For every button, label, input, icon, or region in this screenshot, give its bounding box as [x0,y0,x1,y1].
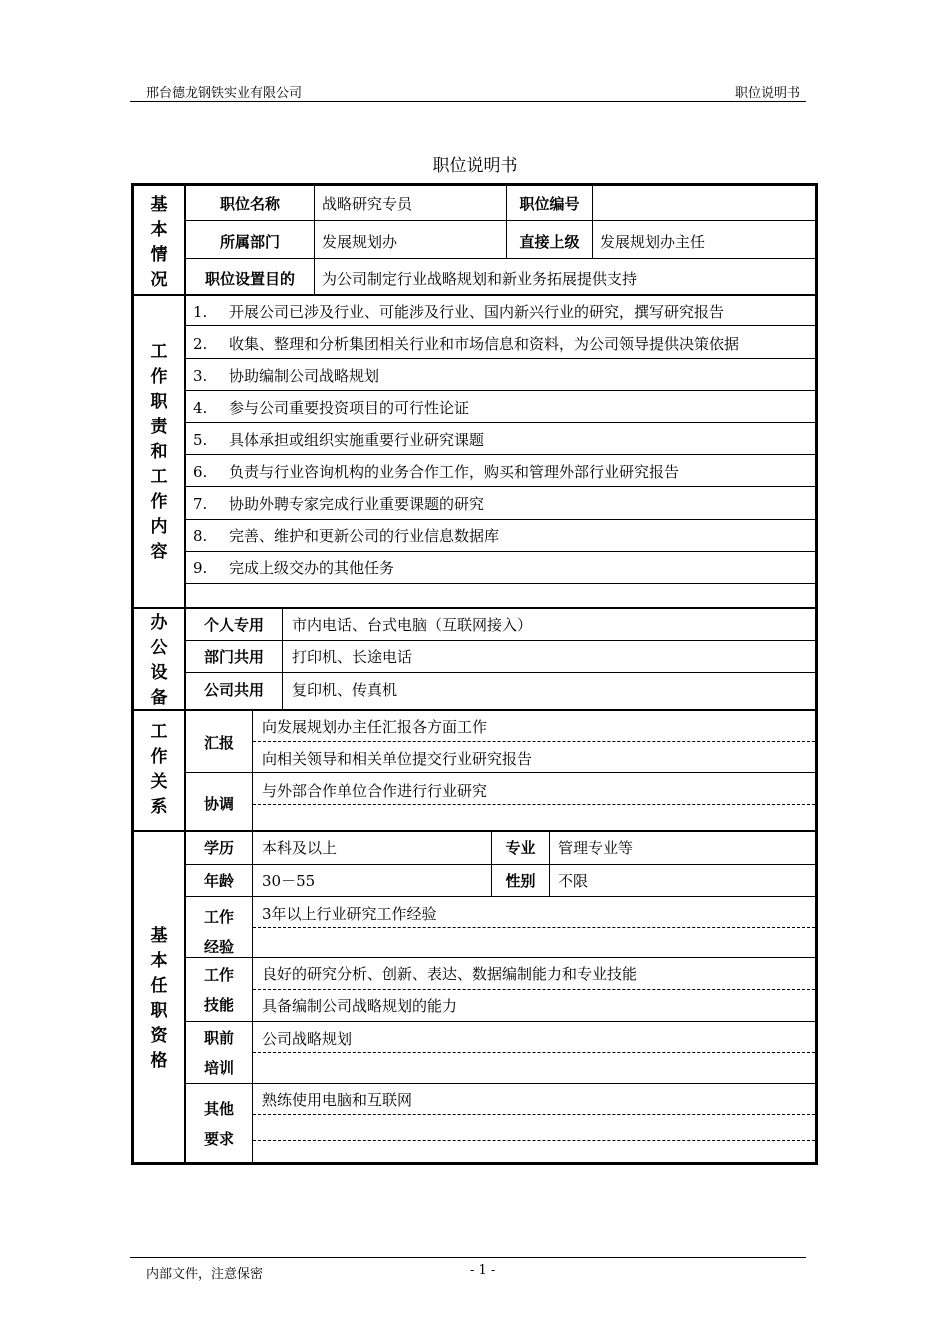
skills-label: 工作 技能 [203,966,234,1014]
position-name: 战略研究专员 [322,195,413,213]
education: 本科及以上 [262,839,338,857]
dashed-line [253,741,815,742]
section-divider [134,830,815,832]
doc-title: 职位说明书 [432,156,518,176]
dashed-line [253,1052,815,1053]
row-line [185,583,815,584]
row-line [185,325,815,326]
row-line [185,454,815,455]
footer-divider [130,1257,806,1258]
age: 30－55 [262,872,316,890]
row-line [185,1021,815,1022]
purpose: 为公司制定行业战略规划和新业务拓展提供支持 [322,270,638,288]
section-duties: 工 作 职 责 和 工 作 内 容 [150,342,168,562]
col-line [314,186,315,294]
section-qualifications: 基 本 任 职 资 格 [150,926,168,1071]
skill-line: 良好的研究分析、创新、表达、数据编制能力和专业技能 [262,965,638,983]
duty-item: 1. 开展公司已涉及行业、可能涉及行业、国内新兴行业的研究，撰写研究报告 [193,303,725,321]
position-name-label: 职位名称 [219,195,280,213]
dashed-line [253,1140,815,1141]
duty-item: 5. 具体承担或组织实施重要行业研究课题 [193,431,485,449]
header-divider [130,101,806,102]
report-line: 向发展规划办主任汇报各方面工作 [262,718,488,736]
duty-item: 2. 收集、整理和分析集团相关行业和市场信息和资料，为公司领导提供决策依据 [193,335,740,353]
equipment-company-label: 公司共用 [203,681,264,699]
skill-line: 具备编制公司战略规划的能力 [262,997,458,1015]
equipment-department: 打印机、长途电话 [292,648,413,666]
duty-item: 4. 参与公司重要投资项目的可行性论证 [193,399,470,417]
header-company: 邢台德龙钢铁实业有限公司 [146,86,303,101]
gender-label: 性别 [505,872,536,890]
experience-label: 工作 经验 [203,908,234,956]
position-code-label: 职位编号 [519,195,580,213]
age-label: 年龄 [203,872,234,890]
duty-item: 8. 完善、维护和更新公司的行业信息数据库 [193,527,500,545]
row-line [185,358,815,359]
major: 管理专业等 [558,839,634,857]
coordinate-label: 协调 [203,795,234,813]
row-line [185,957,815,958]
row-line [185,390,815,391]
section-basic-info: 基 本 情 况 [150,195,168,290]
row-line [185,551,815,552]
major-label: 专业 [505,839,536,857]
row-line [185,422,815,423]
coordinate-line: 与外部合作单位合作进行行业研究 [262,782,488,800]
col-line [282,609,283,709]
page-number: - 1 - [470,1263,496,1278]
section-divider [134,709,815,711]
section-relations: 工 作 关 系 [150,722,168,817]
dashed-line [253,1114,815,1115]
row-line [185,258,815,259]
section-divider [134,607,815,609]
report-line: 向相关领导和相关单位提交行业研究报告 [262,750,533,768]
row-line [185,486,815,487]
row-line [185,896,815,897]
row-line [185,640,815,641]
report-label: 汇报 [203,734,234,752]
dashed-line [253,804,815,805]
duty-item: 6. 负责与行业咨询机构的业务合作工作，购买和管理外部行业研究报告 [193,463,680,481]
equipment-personal: 市内电话、台式电脑（互联网接入） [292,616,533,634]
header-doc-type: 职位说明书 [735,86,801,101]
other-requirements: 熟练使用电脑和互联网 [262,1091,413,1109]
row-line [185,864,815,865]
duty-item: 3. 协助编制公司战略规划 [193,367,380,385]
row-line [185,220,815,221]
training: 公司战略规划 [262,1030,353,1048]
section-divider [134,294,815,296]
other-requirements-label: 其他 要求 [203,1100,234,1148]
section-equipment: 办 公 设 备 [150,613,168,708]
row-line [185,519,815,520]
purpose-label: 职位设置目的 [204,270,295,288]
superior-label: 直接上级 [519,233,580,251]
equipment-company: 复印机、传真机 [292,681,398,699]
row-line [185,772,815,773]
training-label: 职前 培训 [203,1029,234,1077]
department-label: 所属部门 [219,233,280,251]
department: 发展规划办 [322,233,398,251]
col-line [252,711,253,1162]
row-line [185,1083,815,1084]
gender: 不限 [558,872,589,890]
duty-item: 9. 完成上级交办的其他任务 [193,559,395,577]
equipment-department-label: 部门共用 [203,648,264,666]
superior: 发展规划办主任 [600,233,706,251]
experience: 3年以上行业研究工作经验 [262,905,437,923]
row-line [185,672,815,673]
dashed-line [253,989,815,990]
dashed-line [253,927,815,928]
duty-item: 7. 协助外聘专家完成行业重要课题的研究 [193,495,485,513]
col-line [592,186,593,258]
equipment-personal-label: 个人专用 [203,616,264,634]
education-label: 学历 [203,839,234,857]
footer-note: 内部文件，注意保密 [146,1267,264,1282]
